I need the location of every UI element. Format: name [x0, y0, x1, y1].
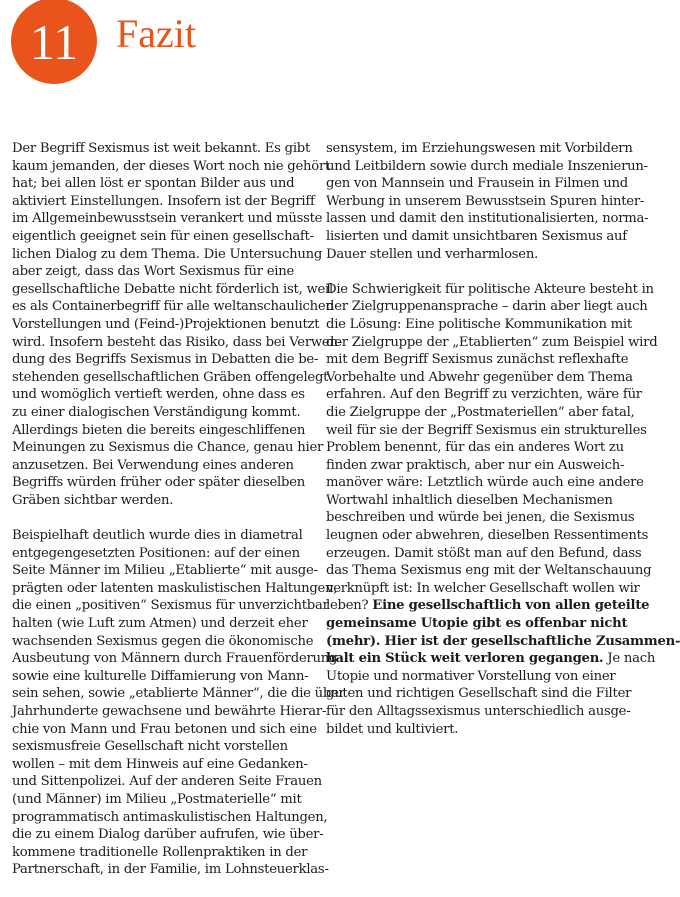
text-line: erzeugen. Damit stößt man auf den Befund, dass — [326, 545, 642, 561]
text-line: die einen „positiven“ Sexismus für unverzichtbar — [12, 598, 329, 614]
text-line: manöver wäre: Letztlich würde auch eine andere — [326, 475, 644, 491]
text-line: erfahren. Auf den Begriff zu verzichten, wäre für — [326, 387, 642, 403]
text-line: sensystem, im Erziehungswesen mit Vorbildern — [326, 141, 633, 156]
text-line: Problem benennt, für das ein anderes Wort zu — [326, 440, 624, 456]
text-line — [326, 633, 680, 651]
left-text-column — [12, 140, 345, 897]
text-line: Vorbehalte und Abwehr gegenüber dem Thema — [326, 369, 633, 385]
text-line: Begriffs würden früher oder später dieselben — [12, 475, 306, 491]
text-line: (und Männer) im Milieu „Postmaterielle“ mit — [12, 791, 302, 807]
bold-emphasis-text: gemeinsame Utopie gibt es offenbar nicht — [326, 616, 628, 632]
text-line: kaum jemanden, der dieses Wort noch nie gehört — [12, 158, 331, 174]
text-line: kommene traditionelle Rollenpraktiken in der — [12, 844, 308, 860]
text-line: entgegengesetzten Positionen: auf der einen — [12, 545, 300, 561]
text-line: gen von Mannsein und Frausein in Filmen und — [326, 176, 628, 192]
text-line: sexismusfreie Gesellschaft nicht vorstellen — [12, 739, 288, 755]
text-line: aktiviert Einstellungen. Insofern ist der Begriff — [12, 193, 315, 209]
text-line — [326, 597, 650, 615]
text-line: Beispielhaft deutlich wurde dies in diametral — [12, 528, 303, 544]
text-line: Wortwahl inhaltlich dieselben Mechanismen — [326, 492, 613, 508]
text-line: guten und richtigen Gesellschaft sind die Filter — [326, 686, 632, 702]
text-line: programmatisch antimaskulistischen Haltungen, — [12, 809, 328, 825]
text-line: stehenden gesellschaftlichen Gräben offengelegt — [12, 369, 329, 385]
text-line: lisierten und damit unsichtbaren Sexismus auf — [326, 228, 627, 244]
text-line: chie von Mann und Frau betonen und sich eine — [12, 721, 317, 737]
text-line: weil für sie der Begriff Sexismus ein strukturelles — [326, 422, 647, 438]
text-line: bildet und kultiviert. — [326, 721, 459, 737]
text-line: lichen Dialog zu dem Thema. Die Untersuchung — [12, 246, 323, 262]
paragraph — [326, 140, 649, 263]
text-line: Meinungen zu Sexismus die Chance, genau hier — [12, 440, 324, 456]
text-line: Gräben sichtbar werden. — [12, 492, 174, 508]
text-line: sowie eine kulturelle Diffamierung von Mann- — [12, 668, 309, 684]
text-line: dung des Begriffs Sexismus in Debatten die be- — [12, 352, 319, 368]
text-line: Ausbeutung von Männern durch Frauenförderung — [12, 651, 338, 667]
text-line: Seite Männer im Milieu „Etablierte“ mit ausge- — [12, 563, 318, 579]
text-line: leugnen oder abwehren, dieselben Ressentiments — [326, 528, 649, 544]
text-line: und Sittenpolizei. Auf der anderen Seite Frauen — [12, 774, 322, 790]
bold-emphasis-text: halt ein Stück weit verloren gegangen. — [326, 651, 604, 667]
text-line: aber zeigt, dass das Wort Sexismus für eine — [12, 264, 295, 280]
text-line: Der Begriff Sexismus ist weit bekannt. Es gibt — [12, 141, 311, 156]
paragraph — [326, 281, 680, 738]
text-line: wird. Insofern besteht das Risiko, dass bei Verwen- — [12, 334, 342, 350]
text-line: im Allgemeinbewusstsein verankert und müsste — [12, 211, 323, 227]
text-line: sein sehen, sowie „etablierte Männer“, die die über — [12, 686, 345, 702]
text-line: der Zielgruppenansprache – darin aber liegt auch — [326, 299, 648, 315]
text-line: Partnerschaft, in der Familie, im Lohnsteuerklas- — [12, 862, 329, 878]
text-line: es als Containerbegriff für alle weltanschaulichen — [12, 299, 334, 315]
paragraph — [12, 527, 345, 879]
chapter-title: Fazit — [116, 11, 196, 56]
text-line: anzusetzen. Bei Verwendung eines anderen — [12, 457, 294, 473]
text-line — [326, 615, 628, 633]
text-line: Utopie und normativer Vorstellung von einer — [326, 668, 616, 684]
text-line: Jahrhunderte gewachsene und bewährte Hierar- — [12, 704, 327, 719]
text-line: lassen und damit den institutionalisierten, norma- — [326, 211, 649, 227]
text-line: wachsenden Sexismus gegen die ökonomische — [12, 633, 314, 649]
chapter-number-badge — [11, 0, 97, 84]
text-line: Allerdings bieten die bereits eingeschliffenen — [12, 422, 306, 438]
text-line: wollen – mit dem Hinweis auf eine Gedanken- — [12, 756, 308, 772]
text-line: gesellschaftliche Debatte nicht förderlich ist, weil — [12, 281, 333, 297]
text-line: zu einer dialogischen Verständigung kommt. — [12, 404, 301, 420]
text-line: und womöglich vertieft werden, ohne dass es — [12, 387, 305, 403]
text-line: prägten oder latenten maskulistischen Haltungen, — [12, 580, 338, 596]
text-line: eigentlich geeignet sein für einen gesellschaft- — [12, 228, 314, 244]
text-line: der Zielgruppe der „Etablierten“ zum Beispiel wird — [326, 334, 658, 350]
text-line: Dauer stellen und verharmlosen. — [326, 246, 539, 262]
text-line: die Zielgruppe der „Postmateriellen“ aber fatal, — [326, 404, 635, 420]
text-line: verknüpft ist: In welcher Gesellschaft wollen wir — [326, 580, 640, 596]
text-line: Die Schwierigkeit für politische Akteure besteht in — [326, 281, 654, 297]
text-line: Vorstellungen und (Feind-)Projektionen benutzt — [12, 316, 320, 332]
chapter-number: 11 — [29, 14, 79, 70]
bold-emphasis-text: (mehr). Hier ist der gesellschaftliche Zusammen- — [326, 633, 680, 649]
text-line: beschreiben und würde bei jenen, die Sexismus — [326, 510, 635, 526]
text-line: und Leitbildern sowie durch mediale Inszenierun- — [326, 158, 648, 174]
text-line: das Thema Sexismus eng mit der Weltanschauung — [326, 563, 652, 579]
text-line: halten (wie Luft zum Atmen) und derzeit eher — [12, 616, 308, 632]
text-run: leben? — [326, 598, 373, 614]
text-line: hat; bei allen löst er spontan Bilder aus und — [12, 176, 295, 192]
text-line: die zu einem Dialog darüber aufrufen, wie über- — [12, 827, 324, 843]
right-text-column — [326, 140, 680, 756]
text-line: finden zwar praktisch, aber nur ein Ausweich- — [326, 457, 625, 473]
text-line — [326, 650, 656, 668]
text-run: Je nach — [603, 651, 656, 667]
text-line: mit dem Begriff Sexismus zunächst reflexhafte — [326, 352, 629, 368]
text-line: für den Alltagssexismus unterschiedlich ausge- — [326, 704, 631, 719]
text-line: die Lösung: Eine politische Kommunikation mit — [326, 316, 632, 332]
bold-emphasis-text: Eine gesellschaftlich von allen geteilte — [372, 598, 650, 614]
paragraph — [12, 140, 342, 509]
text-line: Werbung in unserem Bewusstsein Spuren hinter- — [326, 193, 645, 209]
